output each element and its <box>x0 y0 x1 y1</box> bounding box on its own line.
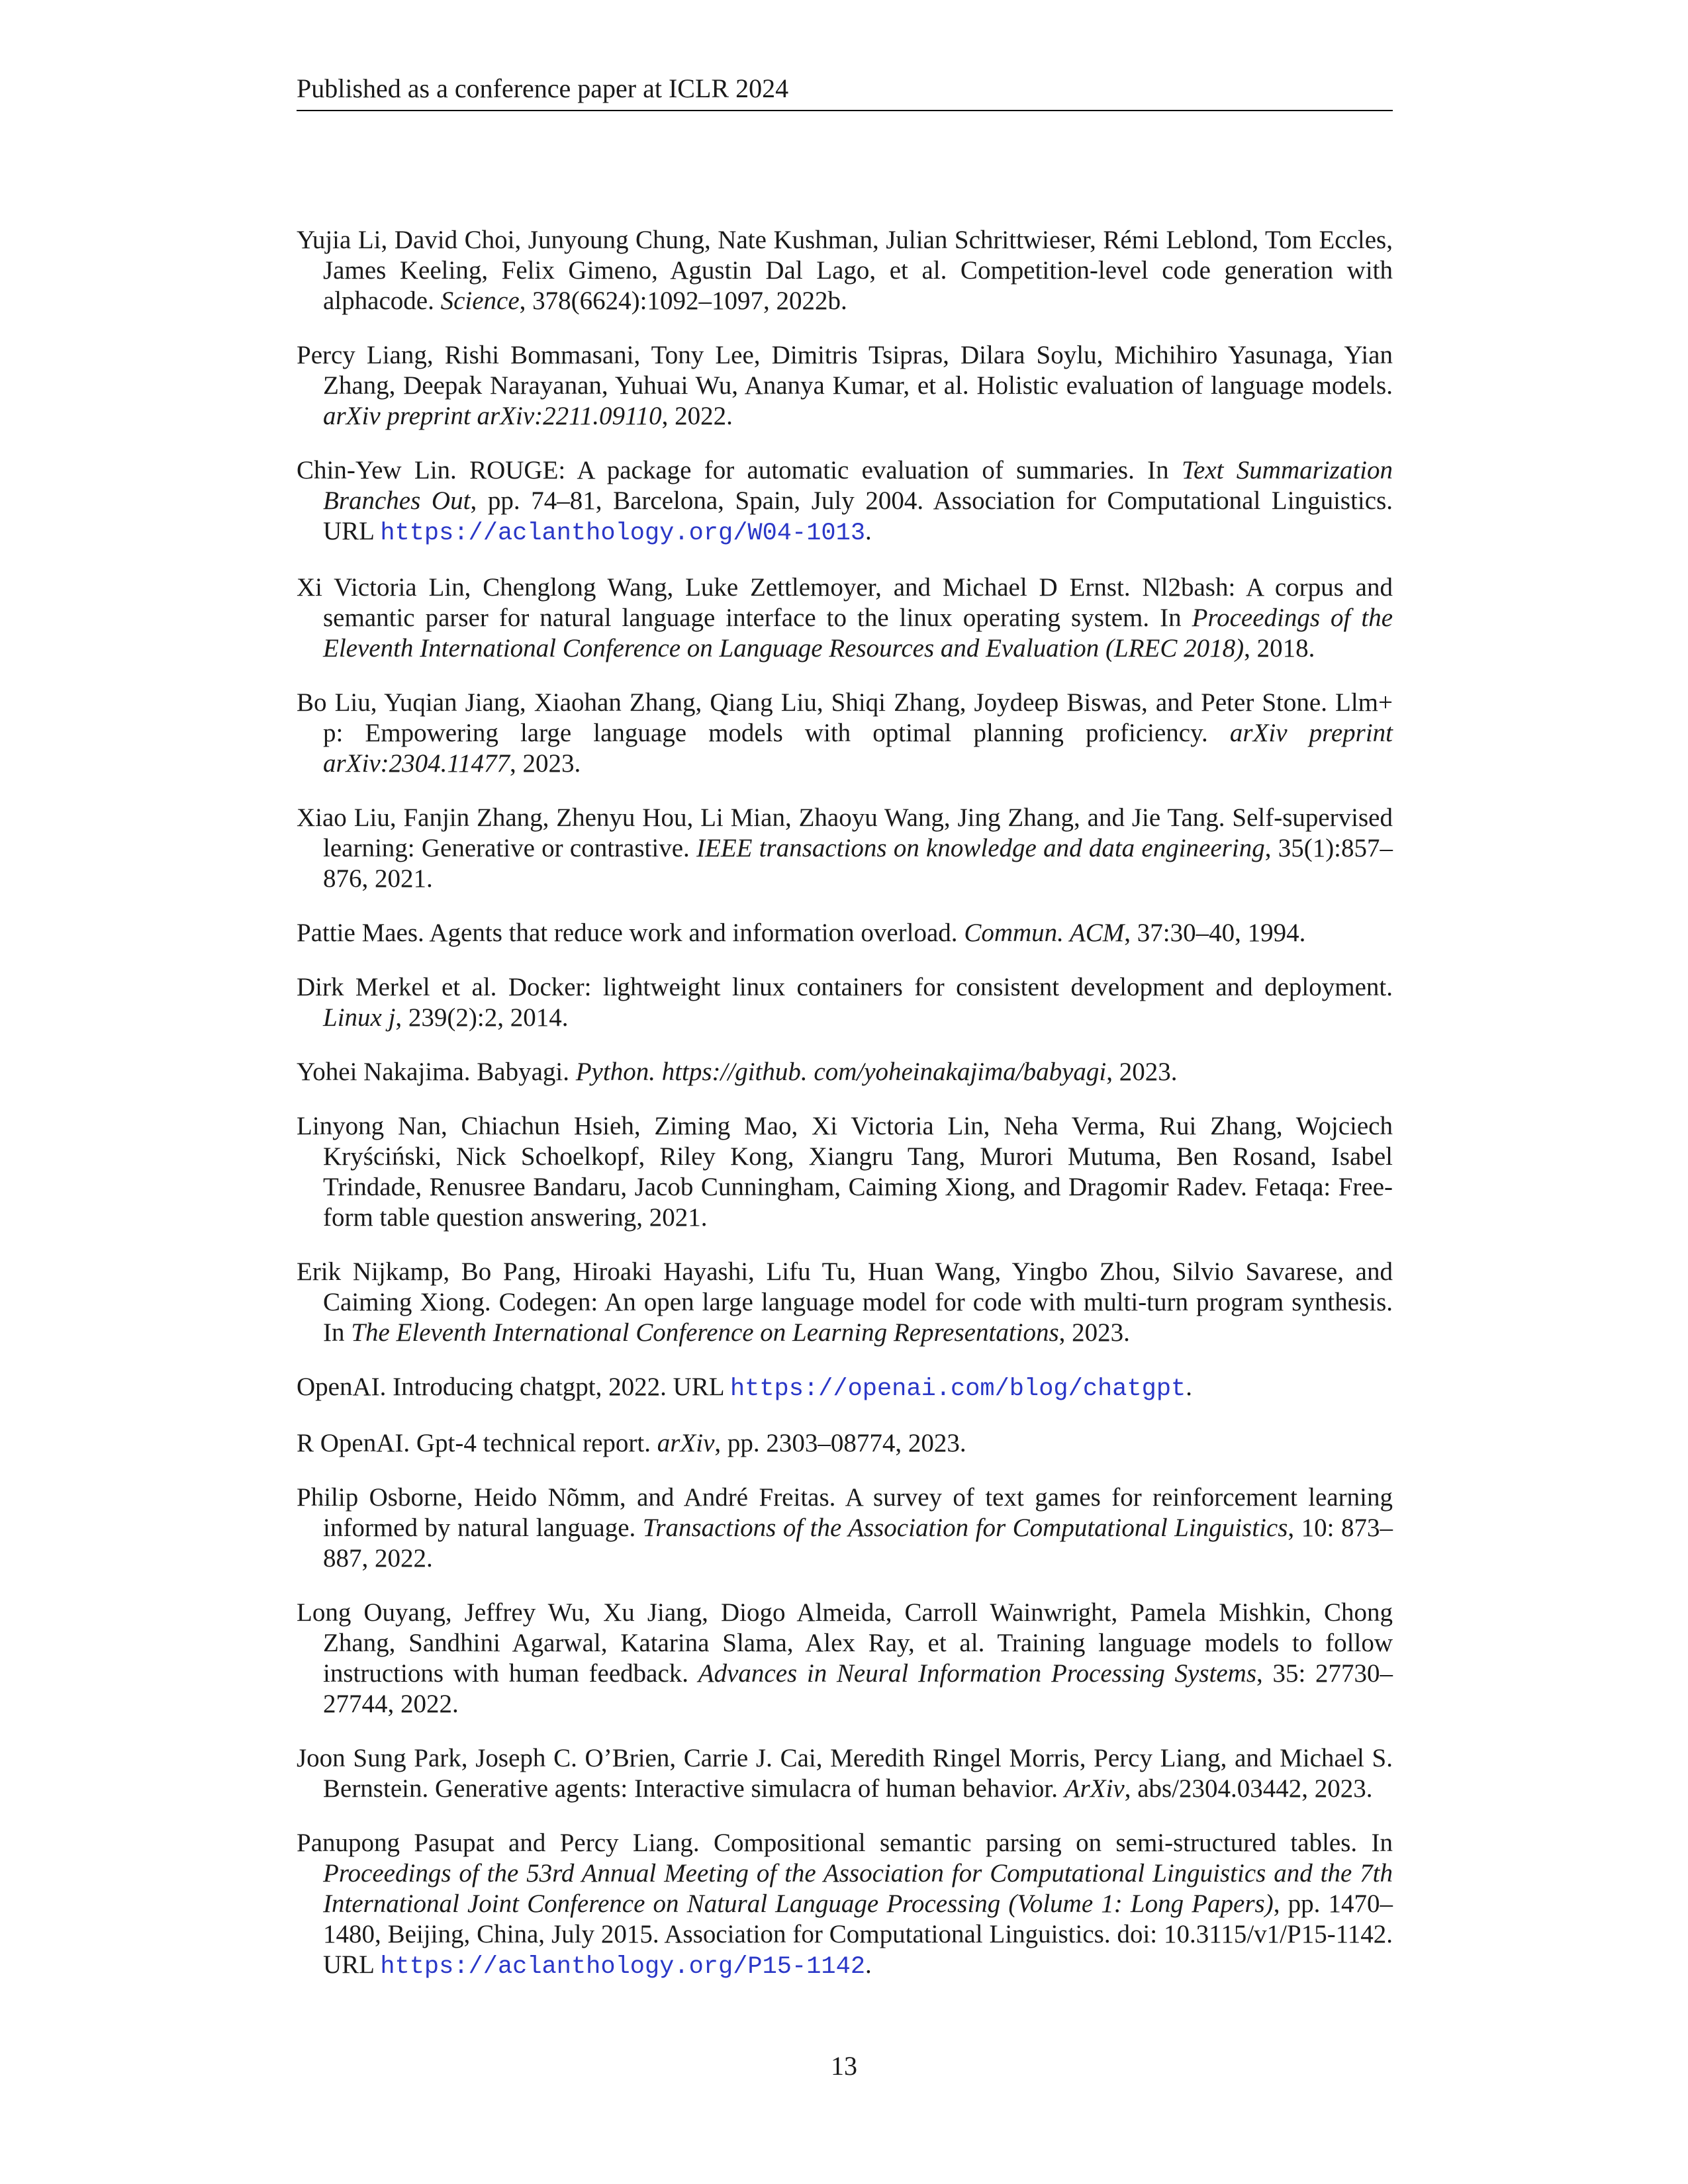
reference-entry <box>297 1111 1393 1233</box>
reference-entry <box>297 1428 1393 1459</box>
reference-text: , 2018. <box>1244 634 1315 662</box>
reference-text: Yujia Li, David Choi, Junyoung Chung, Nate Kushman, Julian Schrittwieser, Rémi Leblond, Tom Eccles, James Keeling, Felix Gimeno, Agustin Dal Lago, et al. Competition-level code generation with alphacode. <box>297 226 1393 315</box>
reference-venue: Text Summarization Branches Out <box>323 456 1393 515</box>
reference-text: . <box>865 1950 872 1979</box>
reference-entry <box>297 572 1393 664</box>
reference-venue: Python. https://github. com/yoheinakajima/babyagi <box>575 1058 1107 1086</box>
reference-text: Yohei Nakajima. Babyagi. <box>297 1058 576 1086</box>
reference-entry <box>297 1828 1393 1982</box>
reference-entry <box>297 1482 1393 1574</box>
reference-text: . <box>1186 1373 1192 1401</box>
reference-entry <box>297 688 1393 779</box>
reference-venue: ArXiv <box>1064 1774 1125 1803</box>
reference-text: Panupong Pasupat and Percy Liang. Compositional semantic parsing on semi-structured tables. In <box>297 1829 1393 1857</box>
reference-url-link[interactable]: https://openai.com/blog/chatgpt <box>729 1375 1186 1403</box>
reference-text: OpenAI. Introducing chatgpt, 2022. URL <box>297 1373 730 1401</box>
reference-venue: Linux j <box>323 1003 396 1032</box>
reference-text: Xi Victoria Lin, Chenglong Wang, Luke Zettlemoyer, and Michael D Ernst. Nl2bash: A corpus and semantic parser for natural language interface to the linux operating system. In <box>297 573 1393 632</box>
reference-text: , 35: 27730–27744, 2022. <box>323 1659 1393 1718</box>
reference-text: , 37:30–40, 1994. <box>1124 919 1306 947</box>
reference-entry <box>297 1257 1393 1348</box>
reference-venue: Commun. ACM <box>964 919 1125 947</box>
reference-venue: Proceedings of the Eleventh International Conference on Language Resources and Evaluation (LREC 2018) <box>323 604 1393 662</box>
reference-text: Dirk Merkel et al. Docker: lightweight linux containers for consistent development and deployment. <box>297 973 1393 1001</box>
reference-text: Joon Sung Park, Joseph C. O’Brien, Carrie J. Cai, Meredith Ringel Morris, Percy Liang, and Michael S. Bernstein. Generative agents: Interactive simulacra of human behavior. <box>297 1744 1393 1803</box>
reference-venue: Transactions of the Association for Computational Linguistics <box>642 1514 1288 1542</box>
reference-text: . <box>865 517 872 545</box>
reference-text: , 2023. <box>1058 1318 1130 1347</box>
reference-text: , pp. 2303–08774, 2023. <box>714 1429 966 1457</box>
reference-text: , 2022. <box>661 402 733 430</box>
reference-entry <box>297 340 1393 432</box>
reference-text: Linyong Nan, Chiachun Hsieh, Ziming Mao, Xi Victoria Lin, Neha Verma, Rui Zhang, Wojciech Kryściński, Nick Schoelkopf, Riley Kong, Xiangru Tang, Murori Mutuma, Ben Rosand, Isabel Trindade, Renusree Bandaru, Jacob Cunningham, Caiming Xiong, and Dragomir Radev. Fetaqa: Free-form table question answering, 2021. <box>297 1112 1393 1232</box>
reference-text: Percy Liang, Rishi Bommasani, Tony Lee, Dimitris Tsipras, Dilara Soylu, Michihiro Yasunaga, Yian Zhang, Deepak Narayanan, Yuhuai Wu, Ananya Kumar, et al. Holistic evaluation of language models. <box>297 341 1393 400</box>
reference-entry <box>297 1743 1393 1804</box>
reference-text: , abs/2304.03442, 2023. <box>1124 1774 1373 1803</box>
reference-text: Bo Liu, Yuqian Jiang, Xiaohan Zhang, Qiang Liu, Shiqi Zhang, Joydeep Biswas, and Peter Stone. Llm+ p: Empowering large language models with optimal planning proficiency. <box>297 688 1393 747</box>
reference-venue: IEEE transactions on knowledge and data engineering <box>696 834 1265 862</box>
reference-venue: arXiv preprint arXiv:2304.11477 <box>323 719 1393 778</box>
reference-text: , 378(6624):1092–1097, 2022b. <box>519 287 847 315</box>
reference-venue: Proceedings of the 53rd Annual Meeting of the Association for Computational Linguistics and the 7th International Joint Conference on Natural Language Processing (Volume 1: Long Papers) <box>323 1859 1393 1918</box>
reference-venue: arXiv <box>657 1429 715 1457</box>
reference-url-link[interactable]: https://aclanthology.org/P15-1142 <box>380 1953 866 1981</box>
reference-venue: arXiv preprint arXiv:2211.09110 <box>323 402 662 430</box>
reference-text: Chin-Yew Lin. ROUGE: A package for automatic evaluation of summaries. In <box>297 456 1182 484</box>
reference-text: , 35(1):857–876, 2021. <box>323 834 1393 893</box>
reference-text: Long Ouyang, Jeffrey Wu, Xu Jiang, Diogo Almeida, Carroll Wainwright, Pamela Mishkin, Chong Zhang, Sandhini Agarwal, Katarina Slama, Alex Ray, et al. Training language models to follow instructions with human feedback. <box>297 1598 1393 1688</box>
reference-venue: Advances in Neural Information Processing Systems <box>698 1659 1257 1688</box>
reference-text: , pp. 74–81, Barcelona, Spain, July 2004. Association for Computational Linguistics. URL <box>323 486 1393 545</box>
reference-entry <box>297 972 1393 1033</box>
reference-entry <box>297 455 1393 549</box>
reference-entry <box>297 1057 1393 1087</box>
reference-venue: The Eleventh International Conference on Learning Representations <box>351 1318 1059 1347</box>
page-number: 13 <box>831 2051 857 2081</box>
reference-entry <box>297 1372 1393 1404</box>
reference-entry <box>297 918 1393 948</box>
reference-text: Pattie Maes. Agents that reduce work and information overload. <box>297 919 964 947</box>
reference-text: Erik Nijkamp, Bo Pang, Hiroaki Hayashi, Lifu Tu, Huan Wang, Yingbo Zhou, Silvio Savarese, and Caiming Xiong. Codegen: An open large language model for code with multi-turn program synthesis. In <box>297 1257 1393 1347</box>
reference-url-link[interactable]: https://aclanthology.org/W04-1013 <box>380 520 866 547</box>
reference-entry <box>297 803 1393 894</box>
reference-text: R OpenAI. Gpt-4 technical report. <box>297 1429 657 1457</box>
reference-entry <box>297 1598 1393 1719</box>
reference-text: , 2023. <box>510 749 581 778</box>
running-header: Published as a conference paper at ICLR 2024 <box>297 71 1393 111</box>
reference-text: , 10: 873–887, 2022. <box>323 1514 1393 1572</box>
reference-text: Philip Osborne, Heido Nõmm, and André Freitas. A survey of text games for reinforcement learning informed by natural language. <box>297 1483 1393 1542</box>
reference-venue: Science <box>440 287 520 315</box>
reference-text: , 239(2):2, 2014. <box>395 1003 569 1032</box>
reference-list <box>297 225 1393 2006</box>
reference-text: , 2023. <box>1106 1058 1178 1086</box>
reference-text: , pp. 1470–1480, Beijing, China, July 2015. Association for Computational Linguistics. doi: 10.3115/v1/P15-1142. URL <box>323 1889 1393 1979</box>
reference-text: Xiao Liu, Fanjin Zhang, Zhenyu Hou, Li Mian, Zhaoyu Wang, Jing Zhang, and Jie Tang. Self-supervised learning: Generative or contrastive. <box>297 803 1393 862</box>
reference-entry <box>297 225 1393 316</box>
